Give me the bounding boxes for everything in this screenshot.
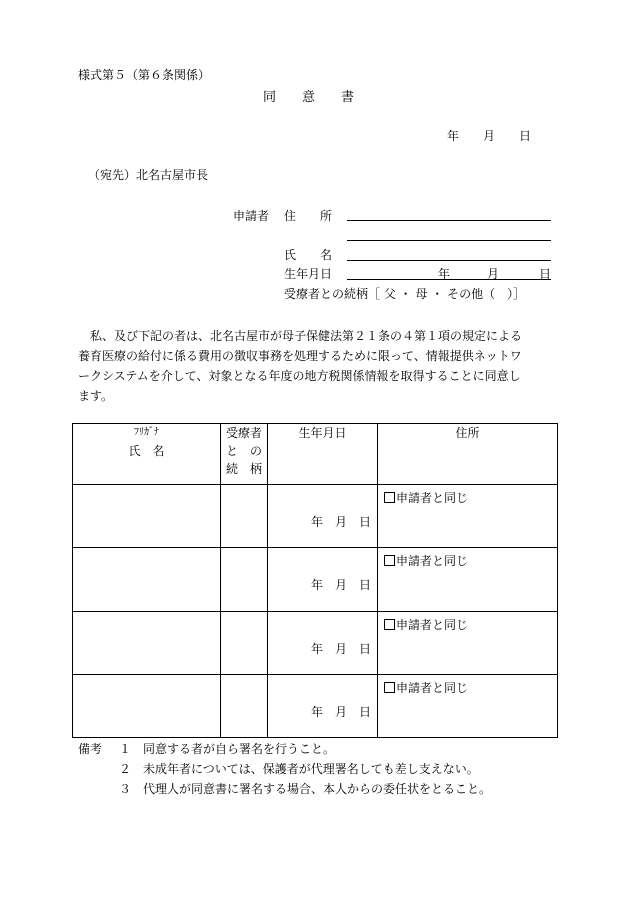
birth-cell[interactable] bbox=[268, 611, 378, 674]
consenter-table bbox=[72, 423, 558, 738]
note-text: 同意する者が自ら署名を行うこと。 bbox=[143, 742, 336, 756]
birth-cell[interactable] bbox=[268, 674, 378, 737]
birth-month-label: 月 bbox=[487, 267, 500, 281]
checkbox-icon[interactable] bbox=[384, 492, 395, 503]
name-cell[interactable] bbox=[73, 548, 221, 611]
note-number: １ bbox=[119, 742, 132, 756]
applicant-label: 申請者 bbox=[233, 209, 270, 223]
birth-date-text: 年 月 日 bbox=[310, 515, 371, 530]
relation-cell[interactable] bbox=[221, 548, 268, 611]
note-number: ２ bbox=[119, 762, 132, 776]
table-row bbox=[73, 485, 558, 548]
address-cell[interactable] bbox=[378, 611, 558, 674]
birth-date-text: 年 月 日 bbox=[310, 641, 371, 656]
address-label: 住 所 bbox=[284, 209, 333, 223]
header-relation-line: と の bbox=[225, 444, 262, 458]
note-text: 未成年者については、保護者が代理署名しても差し支えない。 bbox=[143, 762, 479, 776]
checkbox-icon[interactable] bbox=[384, 619, 395, 630]
birth-date-text: 年 月 日 bbox=[310, 578, 371, 593]
header-relation-line: 受療者 bbox=[225, 426, 262, 440]
consent-body bbox=[78, 326, 522, 406]
address-cell[interactable] bbox=[378, 674, 558, 737]
address-line-2[interactable] bbox=[347, 240, 551, 241]
relation-label: 受療者との続柄［ 父 ・ 母 ・ その他（ ）］ bbox=[284, 287, 526, 301]
birth-cell[interactable] bbox=[268, 548, 378, 611]
table-row bbox=[73, 674, 558, 737]
body-line: ークシステムを介して、対象となる年度の地方税関係情報を取得することに同意し bbox=[78, 369, 521, 383]
header-address: 住所 bbox=[378, 424, 558, 485]
same-as-applicant-label: 申請者と同じ bbox=[396, 617, 469, 632]
address-cell[interactable] bbox=[378, 485, 558, 548]
name-cell[interactable] bbox=[73, 485, 221, 548]
checkbox-icon[interactable] bbox=[384, 682, 395, 693]
birth-date-text: 年 月 日 bbox=[310, 704, 371, 719]
birth-cell[interactable] bbox=[268, 485, 378, 548]
address-cell[interactable] bbox=[378, 548, 558, 611]
addressee: （宛先）北名古屋市長 bbox=[88, 168, 209, 182]
document-title: 同 意 書 bbox=[263, 90, 355, 105]
name-cell[interactable] bbox=[73, 611, 221, 674]
relation-cell[interactable] bbox=[221, 611, 268, 674]
table-row bbox=[73, 548, 558, 611]
form-number: 様式第５（第６条関係） bbox=[78, 68, 211, 82]
relation-cell[interactable] bbox=[221, 485, 268, 548]
notes-label: 備考 bbox=[78, 742, 103, 756]
table-row bbox=[73, 611, 558, 674]
name-line[interactable] bbox=[347, 260, 551, 261]
header-furigana: ﾌﾘｶﾞﾅ bbox=[134, 427, 159, 438]
body-line: 私、及び下記の者は、北名古屋市が母子保健法第２１条の４第１項の規定による bbox=[78, 329, 523, 343]
note-number: ３ bbox=[119, 782, 132, 796]
table-header-row bbox=[73, 424, 558, 485]
same-as-applicant-label: 申請者と同じ bbox=[396, 680, 469, 695]
header-relation-line: 続 柄 bbox=[225, 462, 262, 476]
header-relation bbox=[221, 424, 268, 485]
body-line: 養育医療の給付に係る費用の徴収事務を処理するために限って、情報提供ネットワ bbox=[78, 349, 522, 363]
birth-year-label: 年 bbox=[438, 267, 451, 281]
birth-day-label: 日 bbox=[539, 267, 552, 281]
name-cell[interactable] bbox=[73, 674, 221, 737]
body-line: ます。 bbox=[78, 389, 114, 403]
same-as-applicant-label: 申請者と同じ bbox=[396, 491, 469, 506]
address-line-1[interactable] bbox=[347, 220, 551, 221]
header-birth: 生年月日 bbox=[268, 424, 378, 485]
header-name-label: 氏 名 bbox=[128, 444, 165, 458]
same-as-applicant-label: 申請者と同じ bbox=[396, 554, 469, 569]
birth-label: 生年月日 bbox=[284, 267, 333, 281]
relation-cell[interactable] bbox=[221, 674, 268, 737]
date-line: 年 月 日 bbox=[447, 129, 532, 143]
header-name bbox=[73, 424, 221, 485]
name-label: 氏 名 bbox=[284, 248, 333, 262]
checkbox-icon[interactable] bbox=[384, 555, 395, 566]
note-text: 代理人が同意書に署名する場合、本人からの委任状をとること。 bbox=[143, 782, 492, 796]
